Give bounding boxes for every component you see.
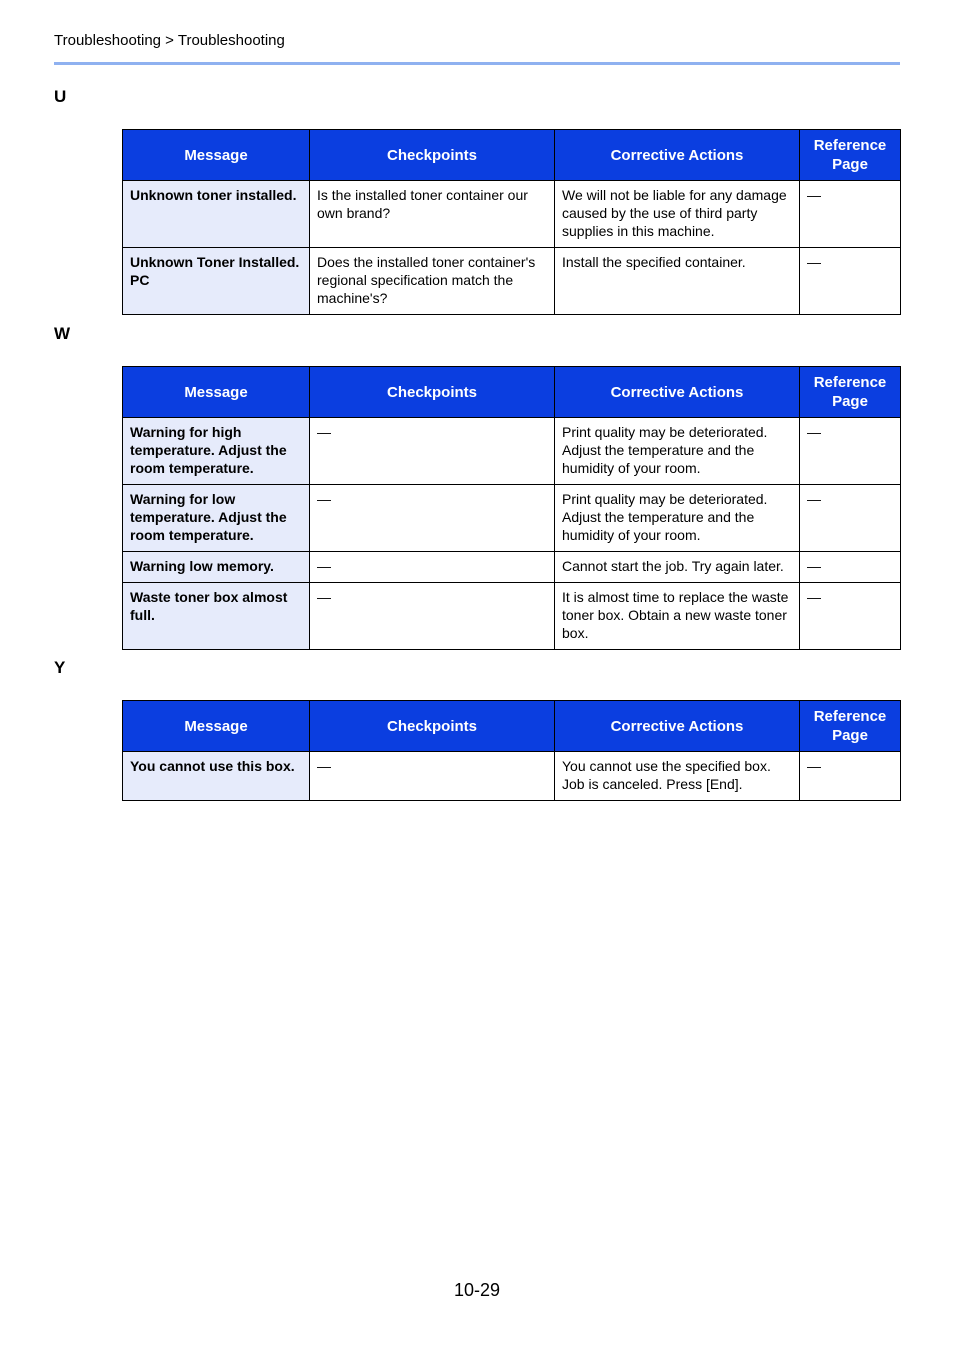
table-row (123, 248, 901, 315)
column-header-message: Message (123, 701, 310, 752)
table-header-row (123, 701, 901, 752)
section-letter-w: W (54, 324, 71, 343)
column-header-reference-page: Reference Page (800, 367, 901, 418)
column-header-corrective-actions: Corrective Actions (555, 130, 800, 181)
message-table-y (122, 700, 901, 801)
message-cell: Warning for high temperature. Adjust the room temperature. (123, 418, 310, 485)
table-row (123, 552, 901, 583)
page-number: 10-29 (453, 1280, 501, 1300)
section-letter-y: Y (54, 658, 66, 677)
reference-page-cell: — (800, 583, 901, 650)
header-divider (54, 62, 900, 65)
checkpoints-cell: — (310, 583, 555, 650)
column-header-checkpoints: Checkpoints (310, 367, 555, 418)
corrective-actions-cell: Cannot start the job. Try again later. (555, 552, 800, 583)
message-cell: Unknown Toner Installed. PC (123, 248, 310, 315)
checkpoints-cell: Does the installed toner container's regional specification match the machine's? (310, 248, 555, 315)
message-cell: Waste toner box almost full. (123, 583, 310, 650)
corrective-actions-cell: We will not be liable for any damage caused by the use of third party supplies in this machine. (555, 181, 800, 248)
corrective-actions-cell: Install the specified container. (555, 248, 800, 315)
column-header-reference-page: Reference Page (800, 130, 901, 181)
column-header-corrective-actions: Corrective Actions (555, 701, 800, 752)
column-header-corrective-actions: Corrective Actions (555, 367, 800, 418)
message-cell: Unknown toner installed. (123, 181, 310, 248)
reference-page-cell: — (800, 418, 901, 485)
checkpoints-cell: Is the installed toner container our own brand? (310, 181, 555, 248)
section-letter-u: U (54, 87, 67, 106)
message-table-w (122, 366, 901, 650)
corrective-actions-cell: Print quality may be deteriorated. Adjust the temperature and the humidity of your room. (555, 485, 800, 552)
checkpoints-cell: — (310, 752, 555, 801)
table-row (123, 485, 901, 552)
column-header-message: Message (123, 130, 310, 181)
corrective-actions-cell: It is almost time to replace the waste toner box. Obtain a new waste toner box. (555, 583, 800, 650)
message-table-u (122, 129, 901, 315)
message-cell: You cannot use this box. (123, 752, 310, 801)
message-cell: Warning for low temperature. Adjust the room temperature. (123, 485, 310, 552)
table-row (123, 418, 901, 485)
table-row (123, 583, 901, 650)
corrective-actions-cell: You cannot use the specified box. Job is canceled. Press [End]. (555, 752, 800, 801)
table-header-row (123, 367, 901, 418)
message-cell: Warning low memory. (123, 552, 310, 583)
checkpoints-cell: — (310, 485, 555, 552)
reference-page-cell: — (800, 552, 901, 583)
reference-page-cell: — (800, 485, 901, 552)
column-header-reference-page: Reference Page (800, 701, 901, 752)
table-header-row (123, 130, 901, 181)
reference-page-cell: — (800, 181, 901, 248)
checkpoints-cell: — (310, 418, 555, 485)
column-header-checkpoints: Checkpoints (310, 701, 555, 752)
checkpoints-cell: — (310, 552, 555, 583)
reference-page-cell: — (800, 752, 901, 801)
column-header-checkpoints: Checkpoints (310, 130, 555, 181)
table-row (123, 181, 901, 248)
corrective-actions-cell: Print quality may be deteriorated. Adjust the temperature and the humidity of your room. (555, 418, 800, 485)
column-header-message: Message (123, 367, 310, 418)
table-row (123, 752, 901, 801)
breadcrumb: Troubleshooting > Troubleshooting (54, 32, 285, 49)
reference-page-cell: — (800, 248, 901, 315)
